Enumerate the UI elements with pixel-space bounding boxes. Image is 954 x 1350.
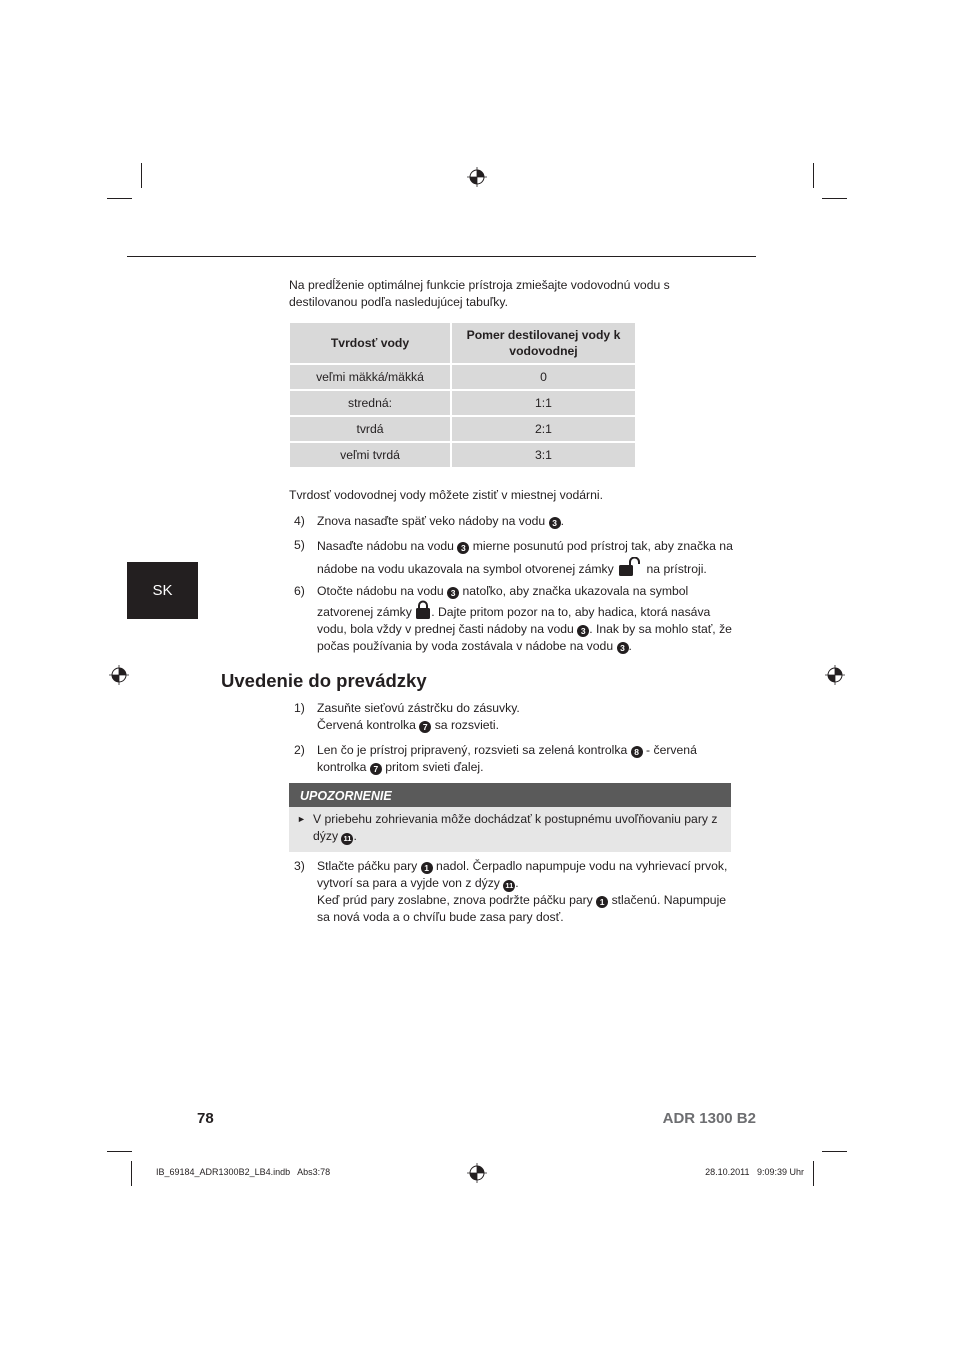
list-item [294, 583, 744, 657]
step-text [317, 858, 737, 926]
section-title: Uvedenie do prevádzky [221, 670, 427, 691]
step-text-part: . Inak by sa mohlo stať, že počas používania by voda zostávala v nádobe na vodu [317, 622, 732, 653]
crop-mark [107, 198, 132, 199]
step-number: 2) [294, 743, 305, 757]
step-text [317, 535, 737, 580]
step-number: 1) [294, 701, 305, 715]
step-text-part: . [560, 514, 564, 528]
step-text-part: mierne posunutú pod prístroj tak, aby značka na nádobe na vodu ukazovala na symbol otvorenej zámky [317, 539, 733, 576]
warning-text-part: . [353, 829, 357, 843]
hardness-note: Tvrdosť vodovodnej vody môžete zistiť v miestnej vodárni. [289, 488, 603, 502]
part-reference-badge: 11 [341, 833, 353, 845]
step-text-part: nadol. Čerpadlo napumpuje vodu na vyhrievací prvok, vytvorí sa para a vyjde von z dýzy [317, 859, 728, 890]
step-text-part: Keď prúd pary zoslabne, znova podržte páčku pary [317, 893, 593, 907]
table-cell: stredná: [290, 391, 452, 415]
list-item [294, 742, 744, 778]
step-text-part: stlačenú. Napumpuje sa nová voda a o chvíľu bude zasa pary dosť. [317, 893, 727, 924]
warning-header: UPOZORNENIE [289, 783, 731, 807]
language-tab: SK [127, 562, 198, 619]
crop-mark [822, 1151, 847, 1152]
part-reference-badge: 3 [457, 542, 469, 554]
step-text-part: Zasuňte sieťovú zástrčku do zásuvky. [317, 701, 520, 715]
step-text-part: Stlačte páčku pary [317, 859, 418, 873]
crop-mark [141, 163, 142, 188]
part-reference-badge: 11 [503, 880, 515, 892]
step-text-part: pritom svieti ďalej. [385, 760, 484, 774]
step-text-part: . Dajte pritom pozor na to, aby hadica, ktorá nasáva vodu, bola vždy v prednej časti nádoby na vodu [317, 605, 711, 636]
registration-mark-icon [467, 1163, 487, 1183]
step-text-part: . [628, 639, 632, 653]
list-item [294, 700, 744, 736]
step-text-part: - červená kontrolka [317, 743, 697, 774]
part-reference-badge: 7 [370, 763, 382, 775]
part-reference-badge: 3 [447, 587, 459, 599]
intro-paragraph: Na predĺženie optimálnej funkcie prístroja zmiešajte vodovodnú vodu s destilovanou podľa nasledujúcej tabuľky. [289, 278, 670, 309]
part-reference-badge: 8 [631, 746, 643, 758]
list-item [294, 513, 744, 530]
crop-mark [107, 1151, 132, 1152]
crop-mark [131, 1161, 132, 1186]
list-item [294, 537, 744, 579]
page-number: 78 [197, 1110, 214, 1127]
registration-mark-icon [109, 665, 129, 685]
table-row [290, 417, 635, 441]
step-text [317, 583, 737, 655]
open-lock-icon [617, 557, 643, 577]
step-text-part: Znova nasaďte späť veko nádoby na vodu [317, 514, 546, 528]
table-header-row [290, 323, 635, 363]
bullet-arrow-icon: ► [297, 814, 306, 824]
closed-lock-icon [415, 600, 431, 620]
part-reference-badge: 1 [421, 862, 433, 874]
table-row [290, 391, 635, 415]
step-text [317, 700, 737, 734]
part-reference-badge: 1 [596, 896, 608, 908]
warning-body [289, 807, 731, 852]
crop-mark [822, 198, 847, 199]
warning-text [313, 811, 723, 845]
step-number: 5) [294, 538, 305, 552]
table-cell: veľmi tvrdá [290, 443, 452, 467]
step-text [317, 513, 737, 530]
step-text [317, 742, 737, 776]
step-text-part: sa rozsvieti. [434, 718, 500, 732]
step-number: 4) [294, 514, 305, 528]
step-text-part: . [515, 876, 519, 890]
step-text-part: Otočte nádobu na vodu [317, 584, 444, 598]
table-row [290, 443, 635, 467]
water-hardness-table [290, 321, 635, 469]
table-cell: 2:1 [452, 417, 635, 441]
part-reference-badge: 3 [549, 517, 561, 529]
table-cell: 1:1 [452, 391, 635, 415]
step-text-part: Červená kontrolka [317, 718, 416, 732]
table-cell: veľmi mäkká/mäkká [290, 365, 452, 389]
part-reference-badge: 3 [617, 642, 629, 654]
model-name: ADR 1300 B2 [662, 1110, 756, 1127]
list-item [294, 858, 744, 930]
table-cell: 0 [452, 365, 635, 389]
print-slug-file: IB_69184_ADR1300B2_LB4.indb Abs3:78 [156, 1167, 331, 1177]
step-text-part: na prístroji. [646, 562, 707, 576]
step-number: 6) [294, 584, 305, 598]
step-text-part: natoľko, aby značka ukazovala na symbol zatvorenej zámky [317, 584, 689, 619]
table-row [290, 365, 635, 389]
header-rule [127, 256, 756, 257]
step-number: 3) [294, 859, 305, 873]
print-slug-date: 28.10.2011 9:09:39 Uhr [705, 1167, 804, 1177]
registration-mark-icon [467, 167, 487, 187]
step-text-part: Nasaďte nádobu na vodu [317, 539, 454, 553]
step-text-part: Len čo je prístroj pripravený, rozsvieti sa zelená kontrolka [317, 743, 628, 757]
part-reference-badge: 7 [419, 721, 431, 733]
column-header: Tvrdosť vody [290, 323, 452, 363]
table-cell: 3:1 [452, 443, 635, 467]
table-cell: tvrdá [290, 417, 452, 441]
registration-mark-icon [825, 665, 845, 685]
crop-mark [813, 163, 814, 188]
warning-text-part: V priebehu zohrievania môže dochádzať k postupnému uvoľňovaniu pary z dýzy [313, 812, 718, 843]
column-header: Pomer destilovanej vody k vodovodnej [452, 323, 635, 363]
part-reference-badge: 3 [577, 625, 589, 637]
crop-mark [813, 1161, 814, 1186]
